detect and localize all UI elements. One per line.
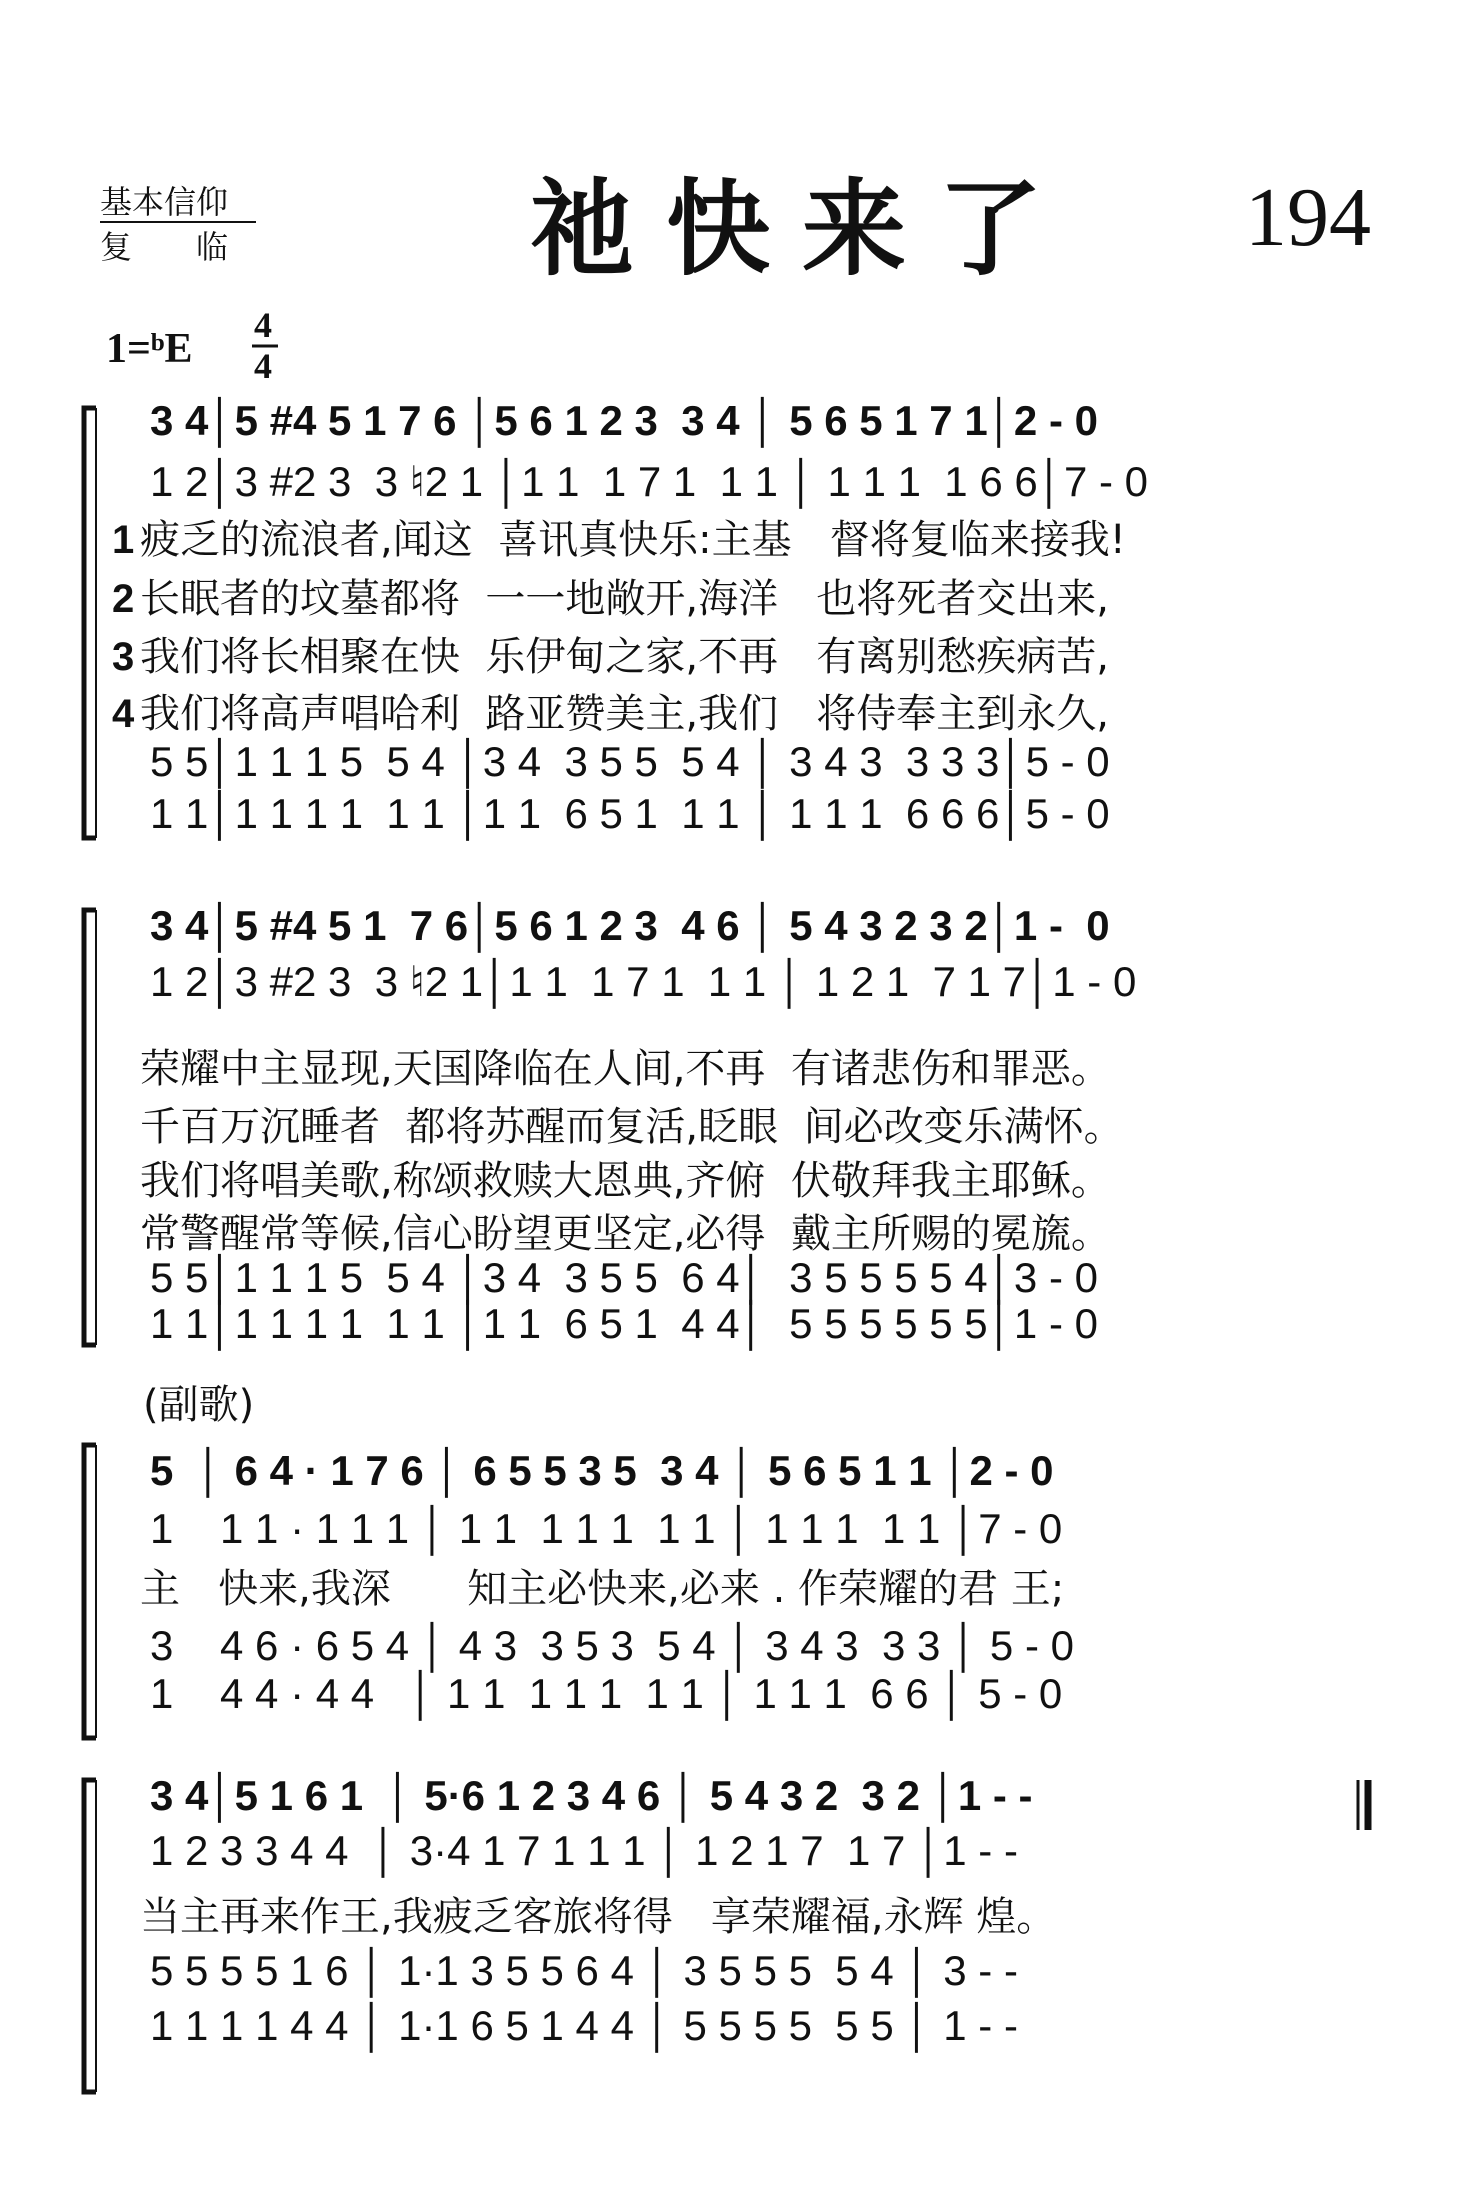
time-signature-bottom: 4 [254,346,272,386]
verse-lyric: 长眠者的坟墓都将 一一地敞开,海洋 也将死者交出来, [140,576,1110,622]
verse-lyric: 主 快来,我深 知主必快来,必来 . 作荣耀的君 王; [140,1566,1065,1612]
alto-line: 1 2 3 3 4 4 │ 3·4 1 7 1 1 1 │ 1 2 1 7 1 7 │1 - - [150,1827,1018,1874]
system-4 [84,1771,1368,2092]
verse-lyric: 我们将高声唱哈利 路亚赞美主,我们 将侍奉主到永久, [140,691,1110,737]
verse-lyric: 常警醒常等候,信心盼望更坚定,必得 戴主所赐的冕旒。 [140,1211,1111,1257]
bass-line: 1 1 1 1 4 4 │ 1·1 6 5 1 4 4 │ 5 5 5 5 5 5 │ 1 - - [150,2002,1018,2049]
alto-line: 1 2│3 #2 3 3 ♮2 1 │1 1 1 7 1 1 1 │ 1 1 1 1 6 6│7 - 0 [150,458,1148,505]
tenor-line: 3 4 6 · 6 5 4 │ 4 3 3 5 3 5 4 │ 3 4 3 3 3 │ 5 - 0 [150,1622,1074,1669]
alto-line: 1 1 1 · 1 1 1 │ 1 1 1 1 1 1 1 │ 1 1 1 1 1 │7 - 0 [150,1505,1063,1552]
verse-lyric: 我们将唱美歌,称颂救赎大恩典,齐俯 伏敬拜我主耶稣。 [140,1158,1111,1204]
verse-lyric: 疲乏的流浪者,闻这 喜讯真快乐:主基 督将复临来接我! [140,517,1126,563]
verse-number: 1 [112,518,135,562]
hymn-title: 祂快来了 [530,168,1075,290]
tenor-line: 5 5│1 1 1 5 5 4 │3 4 3 5 5 5 4 │ 3 4 3 3 3 3│5 - 0 [150,738,1110,785]
tenor-line: 5 5│1 1 1 5 5 4 │3 4 3 5 5 6 4│ 3 5 5 5 5 4│3 - 0 [150,1254,1098,1301]
bass-line: 1 1│1 1 1 1 1 1 │1 1 6 5 1 1 1 │ 1 1 1 6 6 6│5 - 0 [150,790,1110,837]
system-1 [84,396,1148,841]
chorus-label: (副歌) [143,1382,255,1428]
system-3 [84,1382,1074,1738]
verse-lyric: 当主再来作王,我疲乏客旅将得 享荣耀福,永辉 煌。 [140,1894,1057,1940]
melody-line: 3 4│5 #4 5 1 7 6 │5 6 1 2 3 3 4 │ 5 6 5 1 7 1│2 - 0 [150,397,1098,444]
verse-number: 3 [112,635,135,679]
melody-line: 3 4│5 #4 5 1 7 6│5 6 1 2 3 4 6 │ 5 4 3 2 3 2│1 - 0 [150,902,1110,949]
tenor-line: 5 5 5 5 1 6 │ 1·1 3 5 5 6 4 │ 3 5 5 5 5 4 │ 3 - - [150,1947,1018,1994]
category-bottom: 复 临 [100,228,229,266]
key-signature: 1=ᵇE [106,326,193,372]
category-top: 基本信仰 [100,183,229,221]
hymn-number: 194 [1245,171,1371,264]
verse-lyric: 千百万沉睡者 都将苏醒而复活,眨眼 间必改变乐满怀。 [140,1104,1124,1150]
system-bracket [84,408,96,838]
melody-line: 3 4│5 1 6 1 │ 5·6 1 2 3 4 6 │ 5 4 3 2 3 2 │1 - - [150,1772,1033,1819]
verse-number: 2 [112,577,135,621]
verse-number: 4 [112,692,135,736]
alto-line: 1 2│3 #2 3 3 ♮2 1│1 1 1 7 1 1 1 │ 1 2 1 7 1 7│1 - 0 [150,958,1137,1005]
melody-line: 5 │ 6 4 · 1 7 6 │ 6 5 5 3 5 3 4 │ 5 6 5 1 1 │2 - 0 [150,1447,1054,1494]
time-signature-top: 4 [254,305,272,345]
verse-lyric: 我们将长相聚在快 乐伊甸之家,不再 有离别愁疾病苦, [140,634,1110,680]
system-bracket [84,1445,96,1738]
bass-line: 1 4 4 · 4 4 │ 1 1 1 1 1 1 1 │ 1 1 1 6 6 │ 5 - 0 [150,1670,1063,1717]
system-bracket [84,1780,96,2092]
verse-lyric: 荣耀中主显现,天国降临在人间,不再 有诸悲伤和罪恶。 [140,1046,1111,1092]
header [100,168,1371,386]
bass-line: 1 1│1 1 1 1 1 1 │1 1 6 5 1 4 4│ 5 5 5 5 5 5│1 - 0 [150,1300,1098,1347]
system-bracket [84,910,96,1345]
system-2 [84,901,1136,1351]
